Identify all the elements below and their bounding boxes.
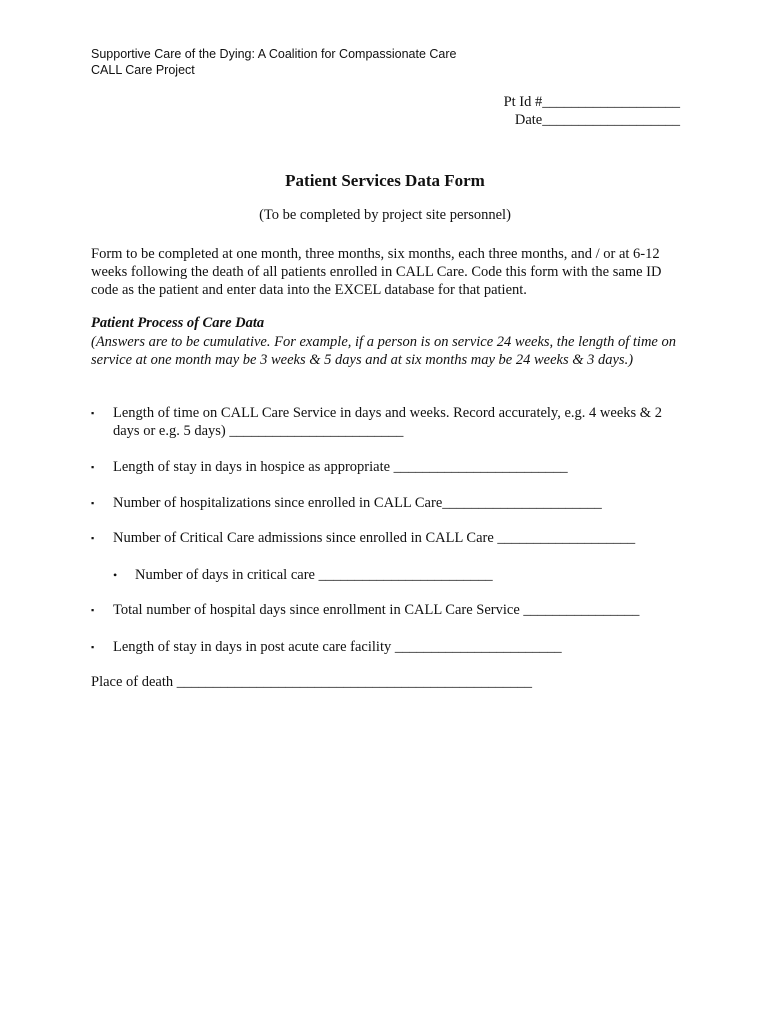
form-subtitle: (To be completed by project site personnel) [259, 207, 511, 223]
item-hospital-days[interactable]: Total number of hospital days since enrollment in CALL Care Service ________________ [113, 602, 640, 618]
item-length-of-service[interactable]: Length of time on CALL Care Service in days and weeks. Record accurately, e.g. 4 weeks & 2 days or e.g. 5 days) ________________________ [113, 405, 662, 439]
header-organization: Supportive Care of the Dying: A Coalition for Compassionate Care [91, 47, 457, 61]
item-post-acute-stay[interactable]: Length of stay in days in post acute care facility _______________________ [113, 639, 562, 655]
item-critical-care-days[interactable]: Number of days in critical care ________________________ [135, 567, 493, 583]
date-field[interactable]: Date___________________ [514, 112, 680, 128]
square-bullet-icon: ▪ [91, 533, 95, 543]
header-project: CALL Care Project [91, 63, 195, 77]
document-header [91, 46, 456, 78]
item-critical-care-admissions[interactable]: Number of Critical Care admissions since enrolled in CALL Care ___________________ [113, 530, 636, 546]
place-of-death-field[interactable]: Place of death _________________________________________________ [91, 674, 533, 690]
intro-paragraph: Form to be completed at one month, three months, six months, each three months, and / or at 6-12 weeks following the death of all patients enrolled in CALL Care. Code this form with the same ID code as the patient and enter data into the EXCEL database for that patient. [91, 246, 662, 298]
patient-fields [491, 93, 680, 129]
item-hospitalizations[interactable]: Number of hospitalizations since enrolled in CALL Care______________________ [113, 495, 602, 511]
form-title: Patient Services Data Form [285, 171, 485, 190]
round-bullet-icon: • [113, 568, 118, 582]
square-bullet-icon: ▪ [91, 462, 95, 472]
square-bullet-icon: ▪ [91, 605, 95, 615]
square-bullet-icon: ▪ [91, 408, 95, 418]
section-title: Patient Process of Care Data [91, 315, 265, 331]
square-bullet-icon: ▪ [91, 498, 95, 508]
patient-id-field[interactable]: Pt Id #___________________ [503, 94, 680, 110]
section-note: (Answers are to be cumulative. For example, if a person is on service 24 weeks, the length of time on service at one month may be 3 weeks & 5 days and at six months may be 24 weeks & 3 days.) [91, 334, 676, 368]
square-bullet-icon: ▪ [91, 642, 95, 652]
item-hospice-stay[interactable]: Length of stay in days in hospice as appropriate ________________________ [113, 459, 568, 475]
